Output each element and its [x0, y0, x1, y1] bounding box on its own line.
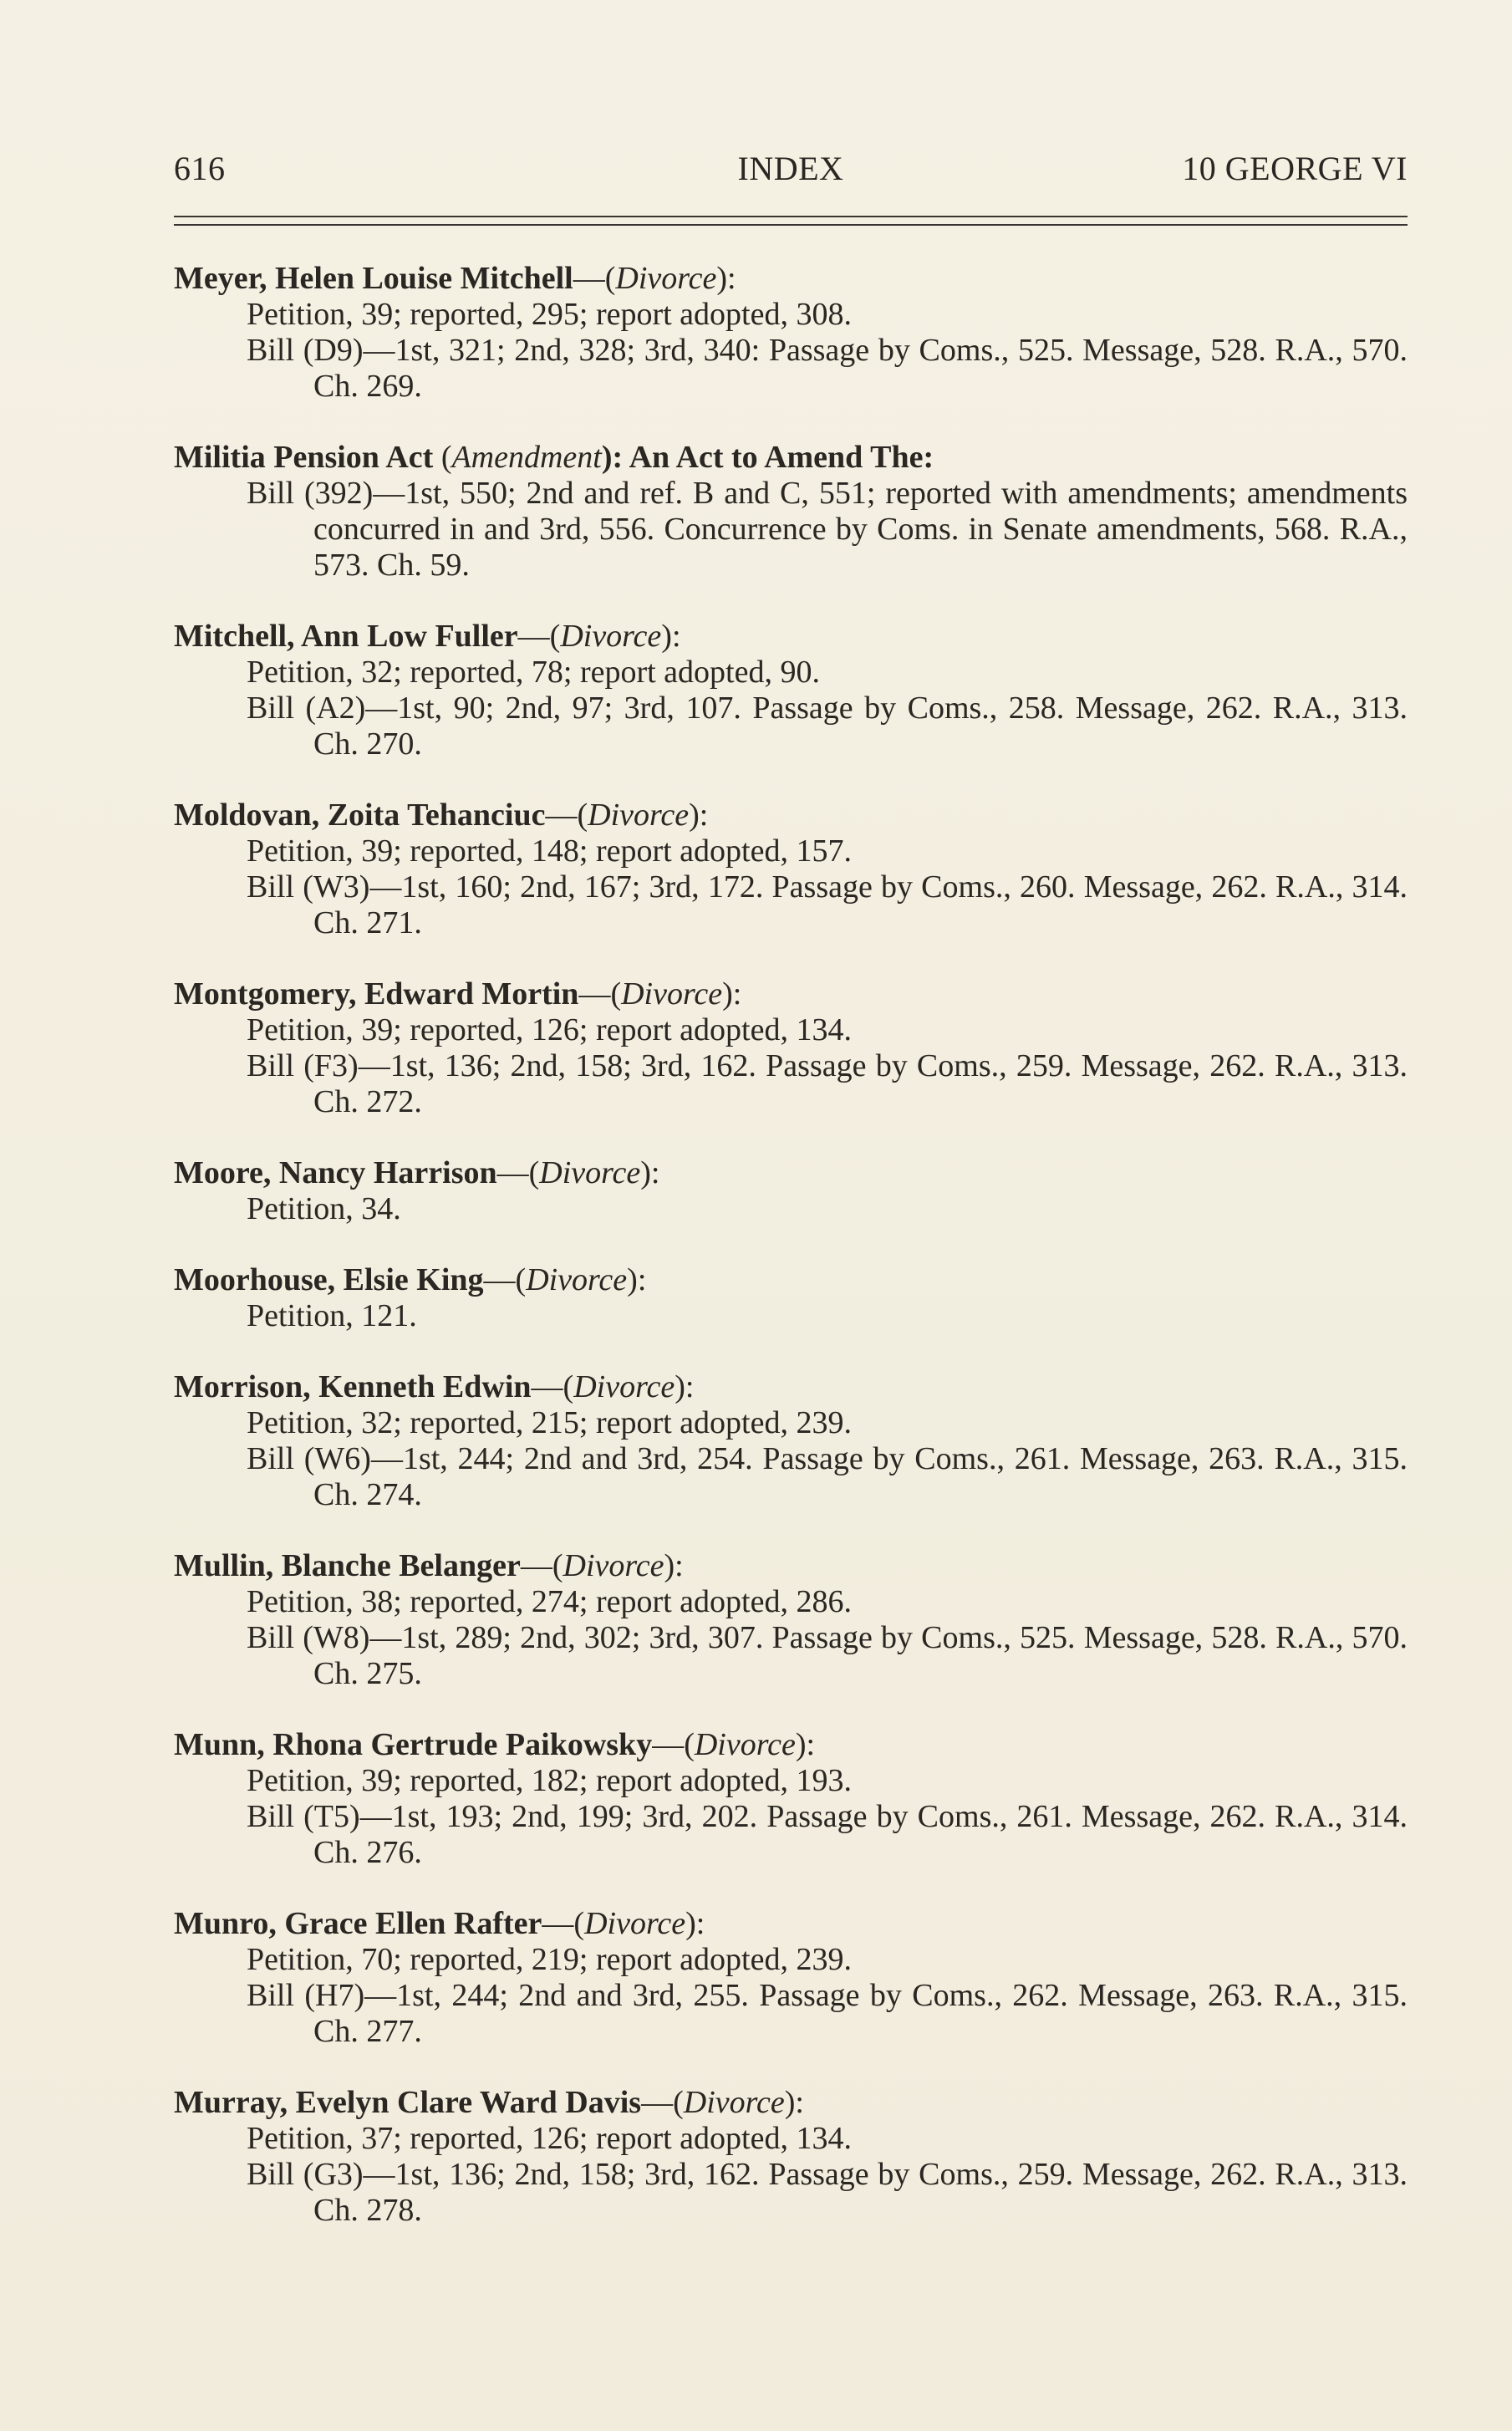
running-head: 10 GEORGE VI: [1182, 150, 1408, 187]
entry-name: Militia Pension Act: [174, 440, 434, 475]
entry-petition: Petition, 32; reported, 78; report adopted, 90.: [247, 655, 820, 690]
entry-kind: Divorce: [588, 798, 690, 833]
entry-kind: Divorce: [694, 1727, 796, 1762]
entry-heading: Militia Pension Act (Amendment): An Act to Amend The:: [174, 440, 934, 475]
entry-kind: Divorce: [615, 261, 717, 296]
header-rule-bottom: [174, 224, 1408, 226]
entry-kind: Divorce: [621, 976, 723, 1012]
entry-bill: Bill (G3)—1st, 136; 2nd, 158; 3rd, 162. Passage by Coms., 259. Message, 262. R.A., 313. Ch. 278.: [247, 2157, 1408, 2228]
entry-kind: Amendment: [451, 440, 602, 475]
entry-kind: Divorce: [539, 1155, 641, 1190]
entry-kind: Divorce: [683, 2085, 785, 2120]
entry-name: Mitchell, Ann Low Fuller: [174, 619, 518, 654]
entry-name: Munn, Rhona Gertrude Paikowsky: [174, 1727, 653, 1762]
entry-name: Murray, Evelyn Clare Ward Davis: [174, 2085, 642, 2120]
entry-kind: Divorce: [560, 619, 662, 654]
entry-heading: Munn, Rhona Gertrude Paikowsky—(Divorce):: [174, 1727, 816, 1762]
entry-kind: Divorce: [563, 1548, 664, 1583]
index-entry: [174, 1155, 1408, 1227]
entry-name: Montgomery, Edward Mortin: [174, 976, 579, 1012]
entry-heading: Moldovan, Zoita Tehanciuc—(Divorce):: [174, 798, 709, 833]
page-header: [174, 149, 1408, 199]
index-entry: [174, 1906, 1408, 2050]
index-entry: [174, 1369, 1408, 1513]
index-entry: [174, 619, 1408, 762]
entry-petition: Petition, 38; reported, 274; report adopted, 286.: [247, 1584, 852, 1619]
entry-bill: Bill (T5)—1st, 193; 2nd, 199; 3rd, 202. Passage by Coms., 261. Message, 262. R.A., 314. Ch. 276.: [247, 1799, 1408, 1870]
entry-petition: Petition, 37; reported, 126; report adopted, 134.: [247, 2121, 852, 2156]
entry-name: Moldovan, Zoita Tehanciuc: [174, 798, 546, 833]
entry-heading: Meyer, Helen Louise Mitchell—(Divorce):: [174, 261, 736, 296]
entry-kind: Divorce: [526, 1262, 628, 1297]
entry-heading: Montgomery, Edward Mortin—(Divorce):: [174, 976, 742, 1012]
entry-heading: Moore, Nancy Harrison—(Divorce):: [174, 1155, 660, 1190]
index-entry: [174, 440, 1408, 584]
entry-petition: Petition, 39; reported, 126; report adopted, 134.: [247, 1012, 852, 1047]
page-number: 616: [174, 150, 226, 187]
entry-bill: Bill (W3)—1st, 160; 2nd, 167; 3rd, 172. Passage by Coms., 260. Message, 262. R.A., 314. Ch. 271.: [247, 869, 1408, 940]
entry-heading: Moorhouse, Elsie King—(Divorce):: [174, 1262, 647, 1297]
entry-heading: Murray, Evelyn Clare Ward Davis—(Divorce):: [174, 2085, 804, 2120]
entry-bill: Bill (D9)—1st, 321; 2nd, 328; 3rd, 340: Passage by Coms., 525. Message, 528. R.A., 570. Ch. 269.: [247, 333, 1408, 404]
entry-heading: Mitchell, Ann Low Fuller—(Divorce):: [174, 619, 681, 654]
index-entries: [174, 261, 1408, 2264]
page-title: INDEX: [737, 150, 844, 187]
entry-bill: Bill (392)—1st, 550; 2nd and ref. B and C, 551; reported with amendments; amendments concurred in and 3rd, 556. Concurrence by Coms. in Senate amendments, 568. R.A., 573. Ch. 59.: [247, 476, 1408, 583]
index-entry: [174, 2085, 1408, 2229]
entry-heading: Morrison, Kenneth Edwin—(Divorce):: [174, 1369, 695, 1404]
entry-bill: Bill (W8)—1st, 289; 2nd, 302; 3rd, 307. Passage by Coms., 525. Message, 528. R.A., 570. Ch. 275.: [247, 1620, 1408, 1691]
entry-bill: Bill (H7)—1st, 244; 2nd and 3rd, 255. Passage by Coms., 262. Message, 263. R.A., 315. Ch. 277.: [247, 1978, 1408, 2049]
entry-kind: Divorce: [573, 1369, 675, 1404]
entry-name: Munro, Grace Ellen Rafter: [174, 1906, 542, 1941]
entry-name: Mullin, Blanche Belanger: [174, 1548, 521, 1583]
entry-petition: Petition, 39; reported, 295; report adopted, 308.: [247, 297, 852, 332]
entry-petition: Petition, 70; reported, 219; report adopted, 239.: [247, 1942, 852, 1977]
entry-petition: Petition, 121.: [247, 1298, 417, 1333]
index-entry: [174, 1727, 1408, 1871]
index-entry: [174, 798, 1408, 941]
entry-petition: Petition, 32; reported, 215; report adopted, 239.: [247, 1405, 852, 1440]
entry-petition: Petition, 34.: [247, 1191, 401, 1226]
entry-petition: Petition, 39; reported, 148; report adopted, 157.: [247, 833, 852, 869]
index-entry: [174, 261, 1408, 405]
entry-name: Meyer, Helen Louise Mitchell: [174, 261, 573, 296]
entry-kind: Divorce: [584, 1906, 686, 1941]
index-entry: [174, 1548, 1408, 1692]
entry-bill: Bill (W6)—1st, 244; 2nd and 3rd, 254. Passage by Coms., 261. Message, 263. R.A., 315. Ch. 274.: [247, 1441, 1408, 1512]
index-entry: [174, 976, 1408, 1120]
entry-name: Moorhouse, Elsie King: [174, 1262, 484, 1297]
header-rule-top: [174, 216, 1408, 217]
index-entry: [174, 1262, 1408, 1334]
entry-heading: Mullin, Blanche Belanger—(Divorce):: [174, 1548, 684, 1583]
entry-name: Morrison, Kenneth Edwin: [174, 1369, 532, 1404]
entry-bill: Bill (F3)—1st, 136; 2nd, 158; 3rd, 162. Passage by Coms., 259. Message, 262. R.A., 313. Ch. 272.: [247, 1048, 1408, 1119]
entry-bill: Bill (A2)—1st, 90; 2nd, 97; 3rd, 107. Passage by Coms., 258. Message, 262. R.A., 313. Ch. 270.: [247, 691, 1408, 762]
entry-petition: Petition, 39; reported, 182; report adopted, 193.: [247, 1763, 852, 1798]
entry-name: Moore, Nancy Harrison: [174, 1155, 497, 1190]
entry-heading: Munro, Grace Ellen Rafter—(Divorce):: [174, 1906, 705, 1941]
